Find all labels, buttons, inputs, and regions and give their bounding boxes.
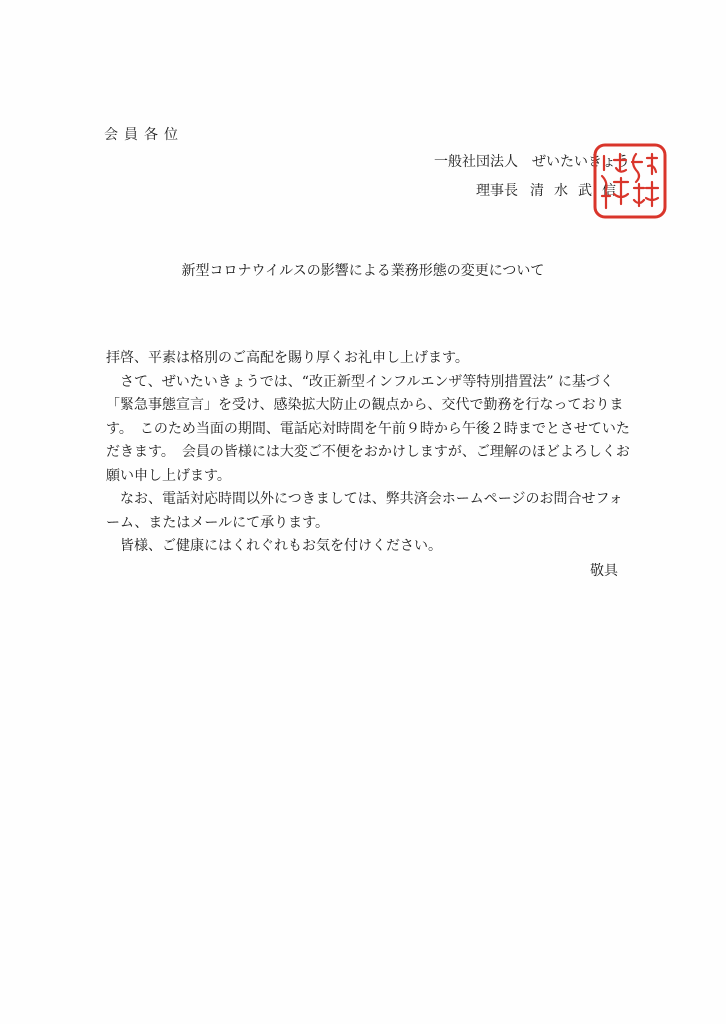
body-paragraph: さて、ぜいたいきょうでは、“改正新型インフルエンザ等特別措置法” に基づく「緊急事態宣言」を受け、感染拡大防止の観点から、交代で勤務を行なっております。 このため当面の期間、電話応対時間を午前９時から午後２時までとさせていただきます。 会員の皆様には大変ご不便をおかけしますが、ご理解のほどよろしくお願い申し上げます。	[106, 373, 630, 484]
document-title: 新型コロナウイルスの影響による業務形態の変更について	[181, 263, 545, 279]
organization-seal-stamp	[592, 142, 668, 220]
sender-role: 理事長	[476, 183, 518, 199]
letter-body	[106, 347, 636, 559]
sender-person-name: 清水武信	[530, 183, 626, 199]
body-paragraph: 拝啓、平素は格別のご高配を賜り厚くお礼申し上げます。	[106, 350, 469, 366]
organization-name: ぜいたいきょう	[532, 154, 630, 170]
body-paragraph: なお、電話対応時間以外につきましては、弊共済会ホームページのお問合せフォーム、またはメールにて承ります。	[106, 491, 623, 531]
addressee: 会員各位	[104, 127, 184, 143]
closing-salutation: 敬具	[590, 563, 618, 579]
body-paragraph: 皆様、ご健康にはくれぐれもお気を付けください。	[120, 538, 442, 554]
organization-type: 一般社団法人	[434, 154, 518, 170]
